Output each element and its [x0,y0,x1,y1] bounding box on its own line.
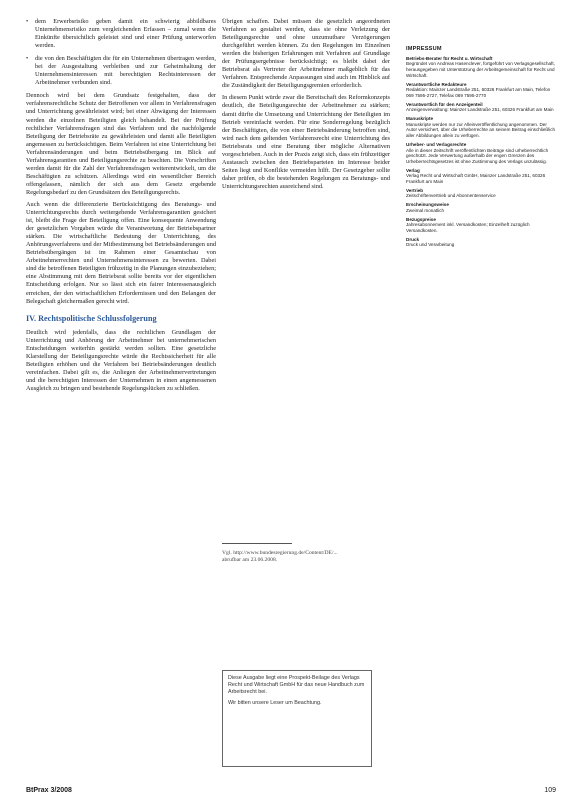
middle-column [222,18,390,195]
imprint-label: Verlag [406,167,420,173]
imprint-text: Zweimal monatlich [406,207,445,213]
imprint-label: Manuskripte [406,116,434,122]
journal-footer: BtPrax 3/2008 [26,787,72,794]
imprint-label: Bezugspreise [406,216,436,222]
bullet-icon: • [26,18,29,25]
imprint-label: Verantwortliche Redakteure [406,81,467,87]
imprint-label: Druck [406,236,420,242]
imprint-block [406,56,556,79]
section-heading: IV. Rechtspolitische Schlussfolgerung [26,313,157,323]
body-paragraph: Deutlich wird jedenfalls, dass die rechtlichen Grundlagen der Unterrichtung und Anhörung der Arbeitnehmer bei unternehmerischen Entscheidungen weiterhin gestärkt werden sollten. Eine gesetzliche Klarstellung der Beteiligungsrechte würde die Rechtssicherheit für alle Beteiligten erhöhen und die Verfahren bei Betriebsänderungen deutlich vereinfachen. Dabei gilt es, die Anliegen der Arbeitnehmervertretungen und die berechtigten Interessen der Unternehmen in einen angemessenen Ausgleich zu bringen und bestehende Regelungslücken zu schließen. [26,329,216,393]
imprint-block [406,116,556,139]
imprint-text: Verlag Recht und Wirtschaft GmbH, Mainzer Landstraße 251, 60326 Frankfurt am Main [406,173,546,185]
imprint-block [406,237,556,248]
imprint-label: Verantwortlich für den Anzeigenteil [406,101,483,107]
body-paragraph: Übrigen schaffen. Dabei müssen die gesetzlich angeordneten Verfahren so gestaltet werden, dass sie ohne Verletzung der Beteiligungsrechte und ohne unzumutbare Verzögerungen durchgeführt werden können. Zu den Regelungen im Einzelnen werden die bisherigen Erfahrungen mit Verfahren auf Grundlage der Prüfungsergebnisse berücksichtigt; es bleibt dabei der Betriebsrat als Vertreter der Arbeitnehmer maßgeblich für das Verfahren. Entsprechende Anpassungen sind auch im Hinblick auf die Zuständigkeit der Beteiligungsgremien erforderlich. [222,18,390,90]
imprint-label: Erscheinungsweise [406,202,449,208]
page-number: 109 [544,787,556,794]
imprint-block [406,168,556,185]
imprint-block [406,217,556,234]
bullet-item: • die von den Beschäftigten die für ein Unternehmen übertragen werden, bei der Ausgestaltung verbleiben und zur Geheimhaltung der Unternehmensinteressen mit berechtigten Rechtsinteressen der Arbeitnehmer verbunden sind. [26,55,216,87]
footnote-divider [222,543,292,544]
imprint-block [406,82,556,99]
footnote: abrufbar am 23.06.2008. [222,556,278,563]
body-paragraph: Auch wenn die differenzierte Berücksichtigung des Beratungs- und Unterrichtungsrechts durch weitergehende Verfahrensgarantien gesichert ist, bleibt die Frage der Beteiligung offen. Eine konsequente Anwendung der gesetzlichen Vorgaben würde die Verantwortung der Betriebspartner stärken. Die wirtschaftliche Bedeutung der Unterrichtung, des Anhörungsverfahrens und der Mitbestimmung bei Betriebsänderungen und Betriebsübergängen ist im Rahmen einer Gesamtschau von Arbeitnehmerrechten und Unternehmensinteressen zu bewerten. Dabei sind die betroffenen Beteiligten frühzeitig in die Planungen einzubeziehen; eine Abstimmung mit dem Betriebsrat sollte bereits vor der eigentlichen Entscheidung erfolgen. Nur so lässt sich ein fairer Interessenausgleich erreichen, der den wirtschaftlichen Erfordernissen und den Belangen der Belegschaft gleichermaßen gerecht wird. [26,200,216,305]
imprint-text: Anzeigenverwaltung: Mainzer Landstraße 251, 60326 Frankfurt am Main [406,107,554,113]
left-column [26,18,216,397]
bullet-icon: • [26,55,29,63]
imprint-label: Vertrieb [406,187,424,193]
imprint-label: Betriebs-Berater für Recht u. Wirtschaft [406,55,493,61]
promo-box [222,670,372,767]
bullet-item: • dem Erwerbsrisiko geben damit ein schwierig abbildbares Unternehmensrisiko zum vergleichenden Erfassen – zumal wenn die Einkünfte übersichtlich geleistet sind und einer Prüfung unterworfen werden. [26,18,216,50]
footnote: Vgl. http://www.bundesregierung.de/Content/DE/... [222,550,338,556]
imprint-text: Jahresabonnement inkl. Versandkosten; Einzelheft zuzüglich Versandkosten. [406,222,530,233]
imprint-text: Redaktion: Mainzer Landstraße 251, 60326 Frankfurt am Main, Telefon 069 7595-2727, Telefax 069 7595-2770 [406,87,551,98]
imprint-block [406,102,556,113]
body-paragraph: In diesem Punkt würde zwar die Bereitschaft des Reformkonzepts deutlich, die Beteiligungsrechte der Arbeitnehmer zu stärken; damit dürfte die Umsetzung und Unterrichtung der Beteiligten im Betrieb vereinfacht werden. Für eine Sonderregelung bezüglich der Beschäftigten, die von einer Betriebsänderung betroffen sind, wird nach dem geltenden Verfahrensrecht eine Unterrichtung des Betriebsrats und eine Beratung über mögliche Alternativen vorgeschrieben. Auch in der Praxis zeigt sich, dass ein frühzeitiger Austausch zwischen den Betriebsparteien im Interesse beider Seiten liegt und Konflikte vermeiden hilft. Der Gesetzgeber sollte daher prüfen, ob die bestehenden Regelungen zu Beratungs- und Unterrichtungsrechten ausreichend sind. [222,94,390,190]
imprint-block [406,202,556,213]
imprint-text: Zeitschriftenvertrieb und Abonnentenservice [406,193,496,199]
imprint-text: Manuskripte werden nur zur Alleinveröffentlichung angenommen. Der Autor versichert, über die Urheberrechte an seinem Beitrag einschließlich aller Abbildungen allein zu verfügen. [406,121,556,139]
imprint-title: IMPRESSUM [406,46,442,52]
imprint-column [406,47,556,251]
imprint-text: Druck und Verarbeitung [406,242,455,248]
imprint-block [406,142,556,165]
bullet-list [26,18,216,87]
imprint-text: Begründet von Andreas Hasenclever, fortgeführt von Verlagsgesellschaft, herausgegeben mit Unterstützung der Arbeitsgemeinschaft für Recht und Wirtschaft. [406,61,555,78]
imprint-text: Alle in dieser Zeitschrift veröffentlichten Beiträge sind urheberrechtlich geschützt. Jede Verwertung außerhalb der engen Grenzen des Urheberrechtsgesetzes ist ohne Zustimmung des Verlags unzulässig. [406,147,549,164]
promo-text: Diese Ausgabe liegt eine Prospekt-Beilage des Verlags Recht und Wirtschaft GmbH für das neue Handbuch zum Arbeitsrecht bei. [228,675,365,695]
imprint-label: Urheber- und Verlagsrechte [406,141,467,147]
promo-text: Wir bitten unsere Leser um Beachtung. [228,700,322,706]
footnotes [222,543,390,564]
imprint-block [406,188,556,199]
body-paragraph: Dennoch wird bei dem Grundsatz festgehalten, dass der verfahrensrechtliche Schutz der Betroffenen vor allem in Verfahrensfragen und Unterrichtung gewährleistet wird; bei einer Abwägung der Interessen werden die einzelnen Beteiligten gleich behandelt. Bei der Prüfung rechtlicher Verfahrensfragen sind das Verfahren und die nachfolgende Beteiligung der Betriebsräte zu gewährleisten und damit alle Beteiligten angemessen zu berücksichtigen. Beim Verfahren ist eine Unterrichtung bei Verfahrensänderungen und beim Betriebsübergang im Blick auf Verfahrensgarantien und Beteiligungsrechte zu beachten. Die Vorschriften werden damit für die Zahl der Verfahrensfragen weiterentwickelt, um die Beschäftigten zu schützen. Allerdings wird ein wesentlicher Bereich offengelassen, nämlich der sich aus dem Gesetz ergebende Regelungsbedarf zu den Grundsätzen des Beteiligungsrechts. [26,92,216,196]
